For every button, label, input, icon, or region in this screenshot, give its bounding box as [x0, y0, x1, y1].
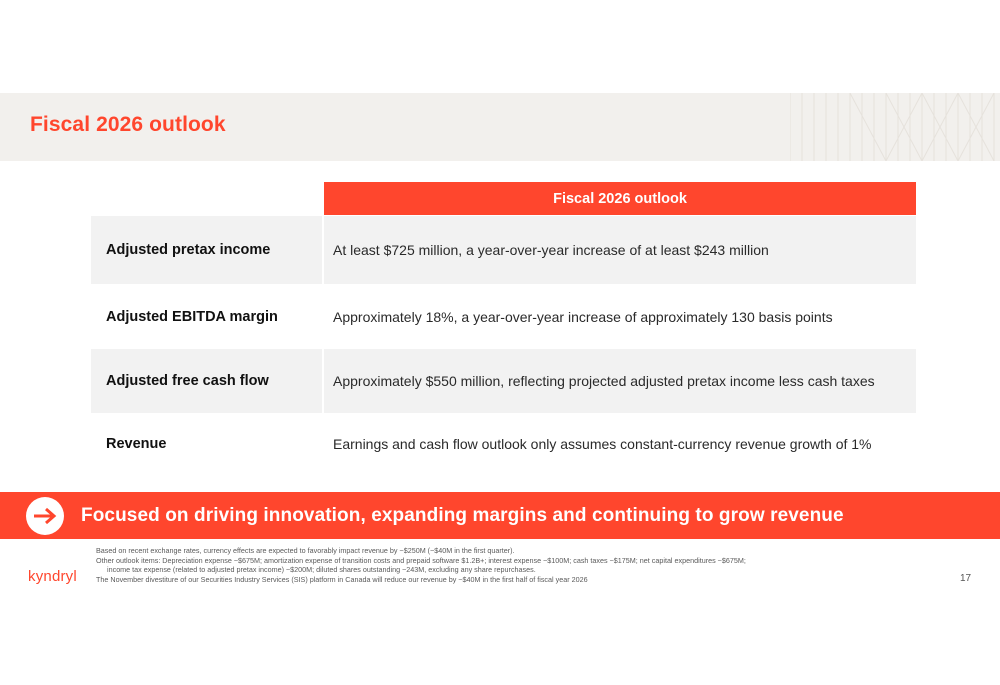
row-label: Adjusted EBITDA margin: [106, 308, 278, 325]
key-message-banner: [0, 492, 1000, 539]
row-value: Earnings and cash flow outlook only assumes constant-currency revenue growth of 1%: [333, 436, 872, 452]
decorative-pattern: [790, 93, 1000, 161]
row-label: Adjusted pretax income: [91, 216, 322, 284]
footnote: Other outlook items: Depreciation expense ~$675M; amortization expense of transition costs and prepaid software $1.2B+; interest expense ~$100M; cash taxes ~$175M; net capital expenditures ~$675M;: [96, 555, 746, 565]
table-row: [91, 284, 916, 349]
table-row: [91, 413, 916, 475]
row-value: Approximately 18%, a year-over-year increase of approximately 130 basis points: [333, 308, 833, 325]
page-title: Fiscal 2026 outlook: [30, 113, 226, 136]
footnote: The November divestiture of our Securities Industry Services (SIS) platform in Canada will reduce our revenue by ~$40M in the first half of fiscal year 2026: [96, 574, 588, 584]
arrow-right-icon: [26, 497, 64, 535]
footnotes: [96, 546, 896, 584]
footnote: income tax expense (related to adjusted pretax income) ~$200M; diluted shares outstanding ~243M, excluding any share repurchases.: [107, 565, 536, 575]
footnote: Based on recent exchange rates, currency effects are expected to favorably impact revenue by ~$250M (~$40M in the first quarter).: [96, 546, 515, 555]
row-value: Approximately $550 million, reflecting projected adjusted pretax income less cash taxes: [324, 349, 916, 413]
row-label: Adjusted free cash flow: [91, 349, 322, 413]
table-header: Fiscal 2026 outlook: [324, 182, 916, 215]
page-number: 17: [960, 573, 972, 584]
table-row: [91, 216, 916, 284]
kyndryl-logo: kyndryl: [28, 568, 77, 585]
row-value: At least $725 million, a year-over-year increase of at least $243 million: [324, 216, 916, 284]
table-row: [91, 349, 916, 413]
banner-text: Focused on driving innovation, expanding margins and continuing to grow revenue: [81, 504, 844, 526]
row-label: Revenue: [106, 436, 167, 452]
